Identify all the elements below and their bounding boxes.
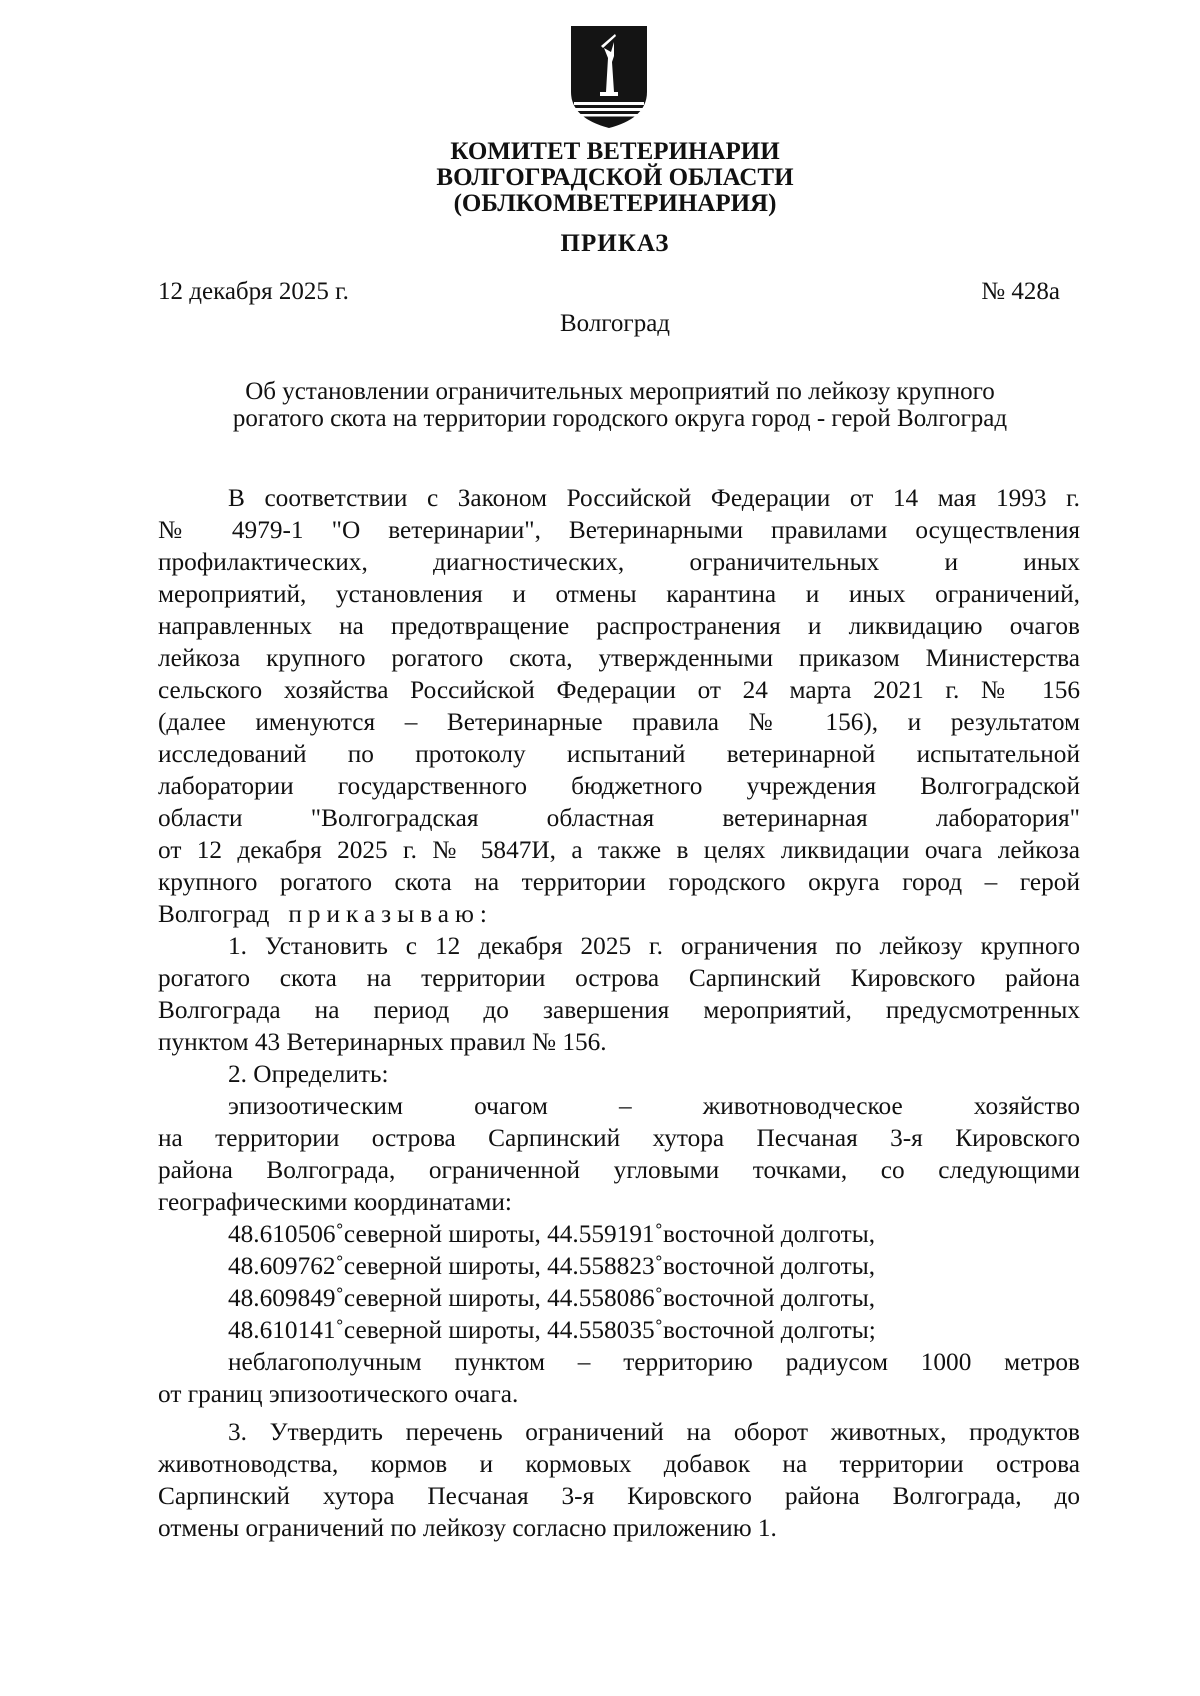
item-2-tail-line: неблагополучным пунктом – территорию радиусом 1000 метров [228, 1348, 1080, 1376]
volgograd-coat-of-arms-icon [568, 22, 650, 130]
item-2-tail-line: от границ эпизоотического очага. [158, 1380, 519, 1408]
item-2-line: района Волгограда, ограниченной угловыми точками, со следующими [158, 1156, 1080, 1184]
document-type: ПРИКАЗ [560, 230, 670, 257]
coordinate-line: 48.610506˚северной широты, 44.559191˚восточной долготы, [228, 1220, 876, 1248]
item-1-line: пунктом 43 Ветеринарных правил № 156. [158, 1028, 607, 1056]
body-line: № 4979-1 "О ветеринарии", Ветеринарными правилами осуществления [158, 516, 1080, 544]
body-line: исследований по протоколу испытаний ветеринарной испытательной [158, 740, 1080, 768]
document-subject [160, 378, 1080, 432]
document-number: № 428а [981, 278, 1060, 305]
body-line [158, 898, 1080, 930]
item-2-heading: 2. Определить: [228, 1060, 389, 1088]
coordinate-line: 48.610141˚северной широты, 44.558035˚восточной долготы; [228, 1316, 876, 1344]
coordinate-line: 48.609849˚северной широты, 44.558086˚восточной долготы, [228, 1284, 876, 1312]
item-3-line: Сарпинский хутора Песчаная 3-я Кировского района Волгограда, до [158, 1482, 1080, 1510]
item-1-line: Волгограда на период до завершения мероприятий, предусмотренных [158, 996, 1080, 1024]
org-name-line-2: ВОЛГОГРАДСКОЙ ОБЛАСТИ [436, 164, 794, 191]
document-body [158, 482, 1080, 1544]
item-2-line: на территории острова Сарпинский хутора Песчаная 3-я Кировского [158, 1124, 1080, 1152]
body-line: области "Волгоградская областная ветеринарная лаборатория" [158, 804, 1080, 832]
item-2-line: эпизоотическим очагом – животноводческое хозяйство [228, 1092, 1080, 1120]
org-name-line-1: КОМИТЕТ ВЕТЕРИНАРИИ [450, 138, 780, 165]
coordinate-line: 48.609762˚северной широты, 44.558823˚восточной долготы, [228, 1252, 876, 1280]
document-city: Волгоград [559, 310, 671, 337]
org-name-line-3: (ОБЛКОМВЕТЕРИНАРИЯ) [453, 190, 777, 217]
item-2-line: географическими координатами: [158, 1188, 512, 1216]
body-line: направленных на предотвращение распространения и ликвидацию очагов [158, 612, 1080, 640]
body-line: мероприятий, установления и отмены карантина и иных ограничений, [158, 580, 1080, 608]
body-text: Волгоград [158, 900, 270, 928]
body-line: лаборатории государственного бюджетного учреждения Волгоградской [158, 772, 1080, 800]
subject-line: Об установлении ограничительных мероприятий по лейкозу крупного [245, 378, 995, 405]
body-line: крупного рогатого скота на территории городского округа город – герой [158, 868, 1080, 896]
body-line: профилактических, диагностических, ограничительных и иных [158, 548, 1080, 576]
body-line: В соответствии с Законом Российской Федерации от 14 мая 1993 г. [228, 484, 1080, 512]
body-line: сельского хозяйства Российской Федерации от 24 марта 2021 г. № 156 [158, 676, 1080, 704]
subject-line: рогатого скота на территории городского округа город - герой Волгоград [232, 405, 1008, 432]
order-word: приказываю: [288, 900, 493, 928]
item-1-line: 1. Установить с 12 декабря 2025 г. ограничения по лейкозу крупного [228, 932, 1080, 960]
item-3-line: отмены ограничений по лейкозу согласно приложению 1. [158, 1514, 777, 1542]
body-line: от 12 декабря 2025 г. № 5847И, а также в целях ликвидации очага лейкоза [158, 836, 1080, 864]
body-line: (далее именуются – Ветеринарные правила № 156), и результатом [158, 708, 1080, 736]
item-1-line: рогатого скота на территории острова Сарпинский Кировского района [158, 964, 1080, 992]
document-date: 12 декабря 2025 г. [158, 278, 349, 305]
body-line: лейкоза крупного рогатого скота, утвержденными приказом Министерства [158, 644, 1080, 672]
item-3-line: 3. Утвердить перечень ограничений на оборот животных, продуктов [228, 1418, 1080, 1446]
item-3-line: животноводства, кормов и кормовых добавок на территории острова [158, 1450, 1080, 1478]
